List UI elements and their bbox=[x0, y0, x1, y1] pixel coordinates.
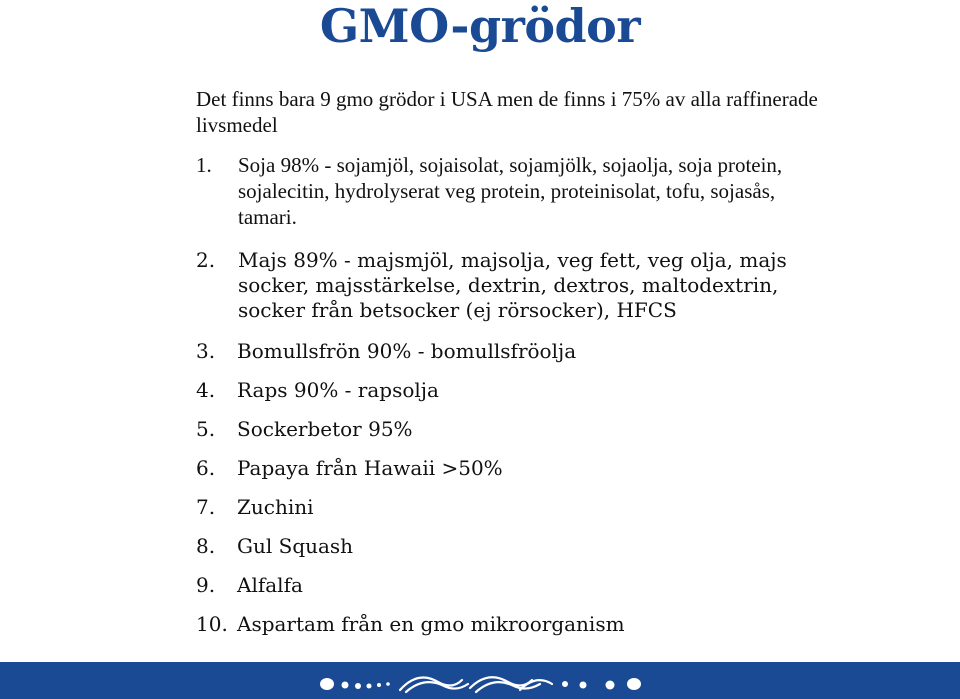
list-item bbox=[196, 534, 353, 559]
page-title: GMO-grödor bbox=[319, 0, 641, 53]
list-item-number: 5. bbox=[196, 417, 216, 441]
intro-text: Det finns bara 9 gmo grödor i USA men de finns i 75% av alla raffinerade livsmedel bbox=[196, 87, 818, 137]
list-item-number: 10. bbox=[196, 612, 228, 636]
list-item-text: Raps 90% - rapsolja bbox=[237, 378, 439, 402]
list-item bbox=[196, 152, 836, 230]
list-item-text: Papaya från Hawaii >50% bbox=[237, 456, 503, 480]
list-item-number: 7. bbox=[196, 495, 216, 519]
list-item bbox=[196, 573, 303, 598]
list-item-number: 2. bbox=[196, 248, 216, 272]
list-item-number: 6. bbox=[196, 456, 216, 480]
dots-waves-decoration-icon bbox=[0, 662, 960, 699]
list-item bbox=[196, 248, 836, 323]
list-item-number: 3. bbox=[196, 339, 216, 363]
list-item-text: Sockerbetor 95% bbox=[237, 417, 413, 441]
list-item-number: 8. bbox=[196, 534, 216, 558]
list-item-number: 1. bbox=[196, 153, 212, 177]
list-item-number: 4. bbox=[196, 378, 216, 402]
list-item-text: Aspartam från en gmo mikroorganism bbox=[237, 612, 625, 636]
list-item bbox=[196, 456, 503, 481]
list-item bbox=[196, 378, 439, 403]
list-item-number: 9. bbox=[196, 573, 216, 597]
list-item bbox=[196, 612, 625, 637]
list-item bbox=[196, 339, 576, 364]
list-item-text: Gul Squash bbox=[237, 534, 354, 558]
list-item bbox=[196, 417, 413, 442]
list-item-text: Majs 89% - majsmjöl, majsolja, veg fett, veg olja, majs socker, majsstärkelse, dextrin, dextros, maltodextrin, socker från betsocker (ej rörsocker), HFCS bbox=[238, 248, 787, 322]
list-item bbox=[196, 495, 314, 520]
list-item-text: Alfalfa bbox=[237, 573, 303, 597]
footer-banner bbox=[0, 662, 960, 699]
list-item-text: Soja 98% - sojamjöl, sojaisolat, sojamjölk, sojaolja, soja protein, sojalecitin, hydrolyserat veg protein, proteinisolat, tofu, sojasås, tamari. bbox=[238, 153, 783, 229]
list-item-text: Zuchini bbox=[237, 495, 314, 519]
list-item-text: Bomullsfrön 90% - bomullsfröolja bbox=[237, 339, 577, 363]
